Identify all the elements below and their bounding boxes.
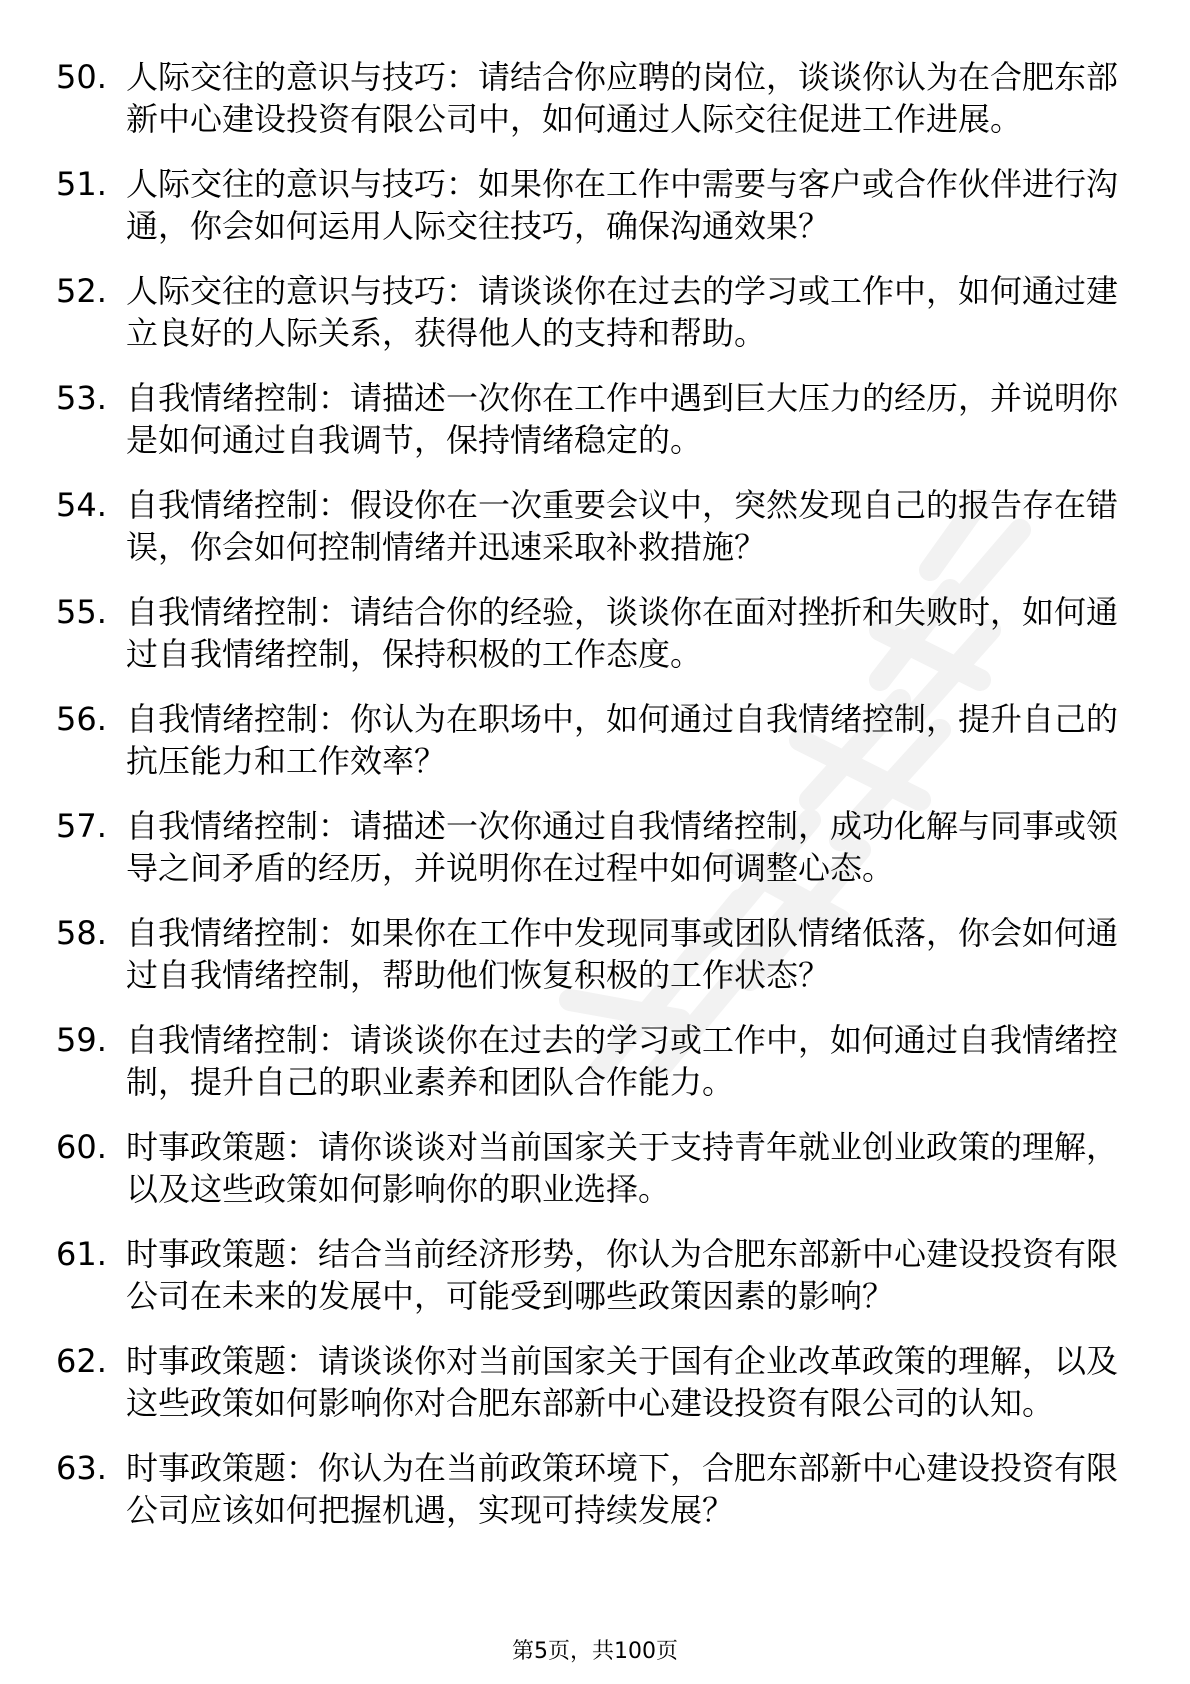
question-text: 人际交往的意识与技巧：如果你在工作中需要与客户或合作伙伴进行沟通，你会如何运用人际交往技巧，确保沟通效果？ <box>126 165 1119 245</box>
question-text: 自我情绪控制：请谈谈你在过去的学习或工作中，如何通过自我情绪控制，提升自己的职业素养和团队合作能力。 <box>126 1021 1119 1101</box>
question-number: 57. <box>56 807 107 845</box>
question-text: 自我情绪控制：假设你在一次重要会议中，突然发现自己的报告存在错误，你会如何控制情绪并迅速采取补救措施？ <box>126 486 1119 566</box>
question-number: 62. <box>56 1342 107 1380</box>
question-number: 51. <box>56 165 107 203</box>
question-item <box>56 56 1126 140</box>
question-text: 自我情绪控制：请描述一次你在工作中遇到巨大压力的经历，并说明你是如何通过自我调节，保持情绪稳定的。 <box>126 379 1119 459</box>
question-text: 人际交往的意识与技巧：请结合你应聘的岗位，谈谈你认为在合肥东部新中心建设投资有限公司中，如何通过人际交往促进工作进展。 <box>126 58 1119 138</box>
question-number: 52. <box>56 272 107 310</box>
question-item <box>56 1447 1126 1531</box>
question-number: 63. <box>56 1449 107 1487</box>
question-text: 自我情绪控制：请描述一次你通过自我情绪控制，成功化解与同事或领导之间矛盾的经历，并说明你在过程中如何调整心态。 <box>126 807 1119 887</box>
question-number: 56. <box>56 700 107 738</box>
page-footer <box>0 1638 1190 1666</box>
question-text: 时事政策题：请谈谈你对当前国家关于国有企业改革政策的理解，以及这些政策如何影响你对合肥东部新中心建设投资有限公司的认知。 <box>126 1342 1119 1422</box>
question-text: 时事政策题：你认为在当前政策环境下，合肥东部新中心建设投资有限公司应该如何把握机遇，实现可持续发展？ <box>126 1449 1119 1529</box>
question-item <box>56 484 1126 568</box>
question-item <box>56 163 1126 247</box>
question-item <box>56 805 1126 889</box>
question-number: 53. <box>56 379 107 417</box>
question-item <box>56 1126 1126 1210</box>
question-text: 人际交往的意识与技巧：请谈谈你在过去的学习或工作中，如何通过建立良好的人际关系，获得他人的支持和帮助。 <box>126 272 1119 352</box>
question-number: 58. <box>56 914 107 952</box>
question-item <box>56 270 1126 354</box>
question-text: 时事政策题：请你谈谈对当前国家关于支持青年就业创业政策的理解，以及这些政策如何影响你的职业选择。 <box>126 1128 1119 1208</box>
question-item <box>56 912 1126 996</box>
question-item <box>56 1019 1126 1103</box>
question-text: 自我情绪控制：如果你在工作中发现同事或团队情绪低落，你会如何通过自我情绪控制，帮助他们恢复积极的工作状态？ <box>126 914 1119 994</box>
question-number: 61. <box>56 1235 107 1273</box>
page-number-label: 第5页，共100页 <box>512 1639 678 1664</box>
question-number: 59. <box>56 1021 107 1059</box>
question-item <box>56 1340 1126 1424</box>
question-number: 60. <box>56 1128 107 1166</box>
question-text: 自我情绪控制：你认为在职场中，如何通过自我情绪控制，提升自己的抗压能力和工作效率？ <box>126 700 1119 780</box>
question-number: 50. <box>56 58 107 96</box>
question-item <box>56 1233 1126 1317</box>
question-text: 时事政策题：结合当前经济形势，你认为合肥东部新中心建设投资有限公司在未来的发展中，可能受到哪些政策因素的影响？ <box>126 1235 1119 1315</box>
question-item <box>56 377 1126 461</box>
question-number: 55. <box>56 593 107 631</box>
question-item <box>56 591 1126 675</box>
question-number: 54. <box>56 486 107 524</box>
question-text: 自我情绪控制：请结合你的经验，谈谈你在面对挫折和失败时，如何通过自我情绪控制，保持积极的工作态度。 <box>126 593 1119 673</box>
question-item <box>56 698 1126 782</box>
question-list <box>56 56 1126 1554</box>
